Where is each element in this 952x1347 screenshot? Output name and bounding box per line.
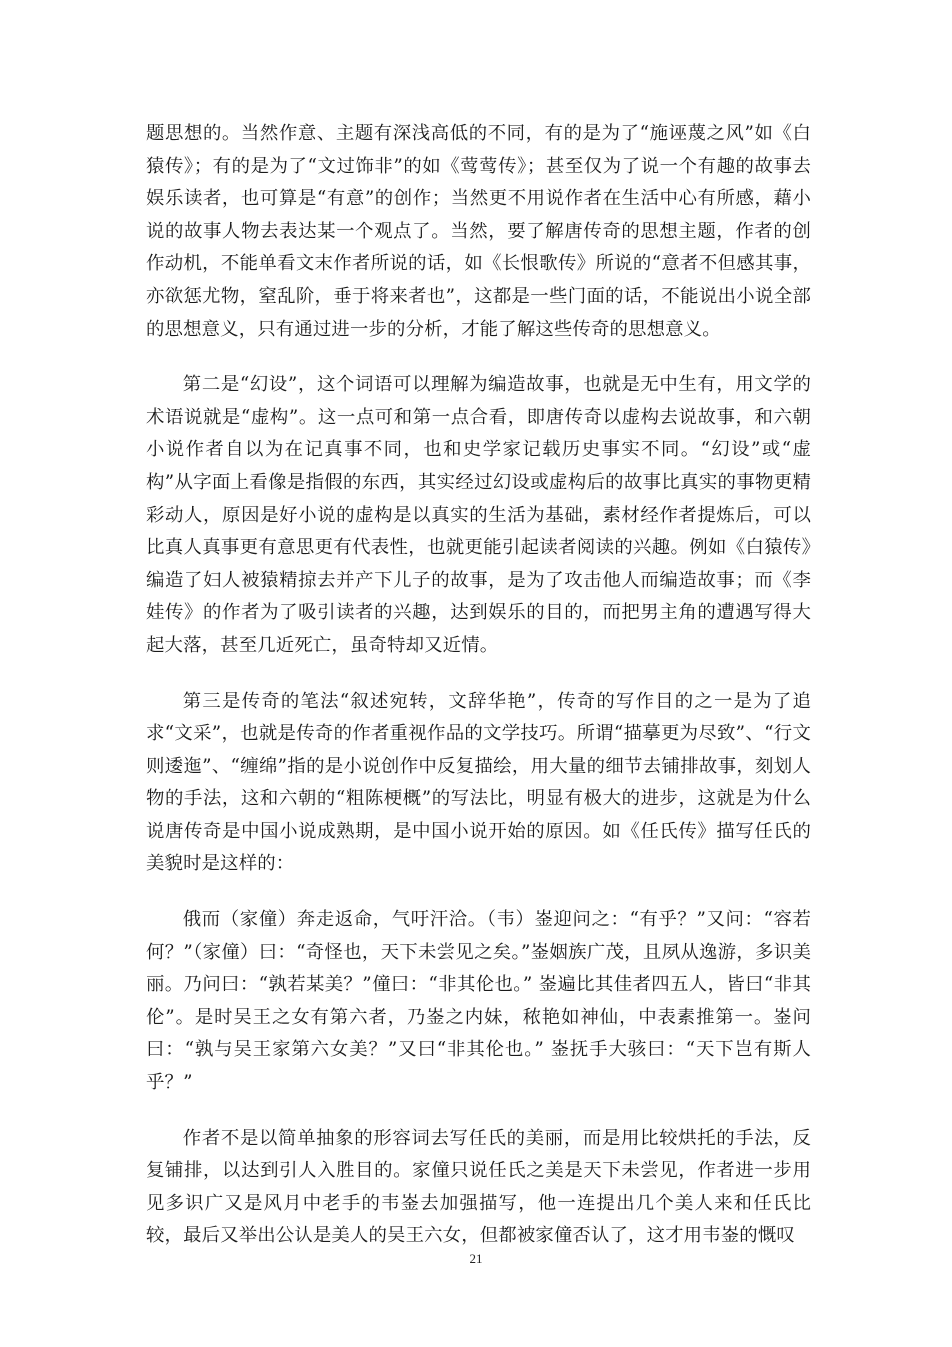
paragraph-1: 题思想的。当然作意、主题有深浅高低的不同，有的是为了“施诬蔑之风”如《白猿传》；有的是为了“文过饰非”的如《莺莺传》；甚至仅为了说一个有趣的故事去娱乐读者，也可算是“有意”的创作；当然更不用说作者在生活中心有所感，藉小说的故事人物去表达某一个观点了。当然，要了解唐传奇的思想主题，作者的创作动机，不能单看文末作者所说的话，如《长恨歌传》所说的“意者不但感其事，亦欲惩尤物，窒乱阶，垂于将来者也”，这都是一些门面的话，不能说出小说全部的思想意义，只有通过进一步的分析，才能了解这些传奇的思想意义。 bbox=[146, 123, 811, 340]
document-body bbox=[146, 118, 811, 1253]
paragraph-5: 作者不是以简单抽象的形容词去写任氏的美丽，而是用比较烘托的手法，反复铺排，以达到引人入胜目的。家僮只说任氏之美是天下未尝见，作者进一步用见多识广又是风月中老手的韦崟去加强描写，他一连提出几个美人来和任氏比较，最后又举出公认是美人的吴王六女，但都被家僮否认了，这才用韦崟的慨叹 bbox=[146, 1127, 811, 1247]
paragraph-3: 第三是传奇的笔法“叙述宛转，文辞华艳”，传奇的写作目的之一是为了追求“文采”，也就是传奇的作者重视作品的文学技巧。所谓“描摹更为尽致”、“行文则逶迤”、“缠绵”指的是小说创作中反复描绘，用大量的细节去铺排故事，刻划人物的手法，这和六朝的“粗陈梗概”的写法比，明显有极大的进步，这就是为什么说唐传奇是中国小说成熟期，是中国小说开始的原因。如《任氏传》描写任氏的美貌时是这样的： bbox=[146, 690, 811, 875]
paragraph-2: 第二是“幻设”，这个词语可以理解为编造故事，也就是无中生有，用文学的术语说就是“虚构”。这一点可和第一点合看，即唐传奇以虚构去说故事，和六朝小说作者自以为在记真事不同，也和史学家记载历史事实不同。“幻设”或“虚构”从字面上看像是指假的东西，其实经过幻设或虚构后的故事比真实的事物更精彩动人，原因是好小说的虚构是以真实的生活为基础，素材经作者提炼后，可以比真人真事更有意思更有代表性，也就更能引起读者阅读的兴趣。例如《白猿传》编造了妇人被猿精掠去并产下儿子的故事，是为了攻击他人而编造故事；而《李娃传》的作者为了吸引读者的兴趣，达到娱乐的目的，而把男主角的遭遇写得大起大落，甚至几近死亡，虽奇特却又近情。 bbox=[146, 374, 811, 656]
page-number: 21 bbox=[469, 1251, 483, 1266]
quotation-paragraph: 俄而（家僮）奔走返命，气吁汗洽。（韦）崟迎问之：“有乎？”又问：“容若何？”（家僮）曰：“奇怪也，天下未尝见之矣。”崟姻族广茂，且夙从逸游，多识美丽。乃问曰：“孰若某美？”僮曰：“非其伦也。” 崟遍比其佳者四五人，皆曰“非其伦”。是时吴王之女有第六者，乃崟之内妹，秾艳如神仙，中表素推第一。崟问曰：“孰与吴王家第六女美？”又曰“非其伦也。” 崟抚手大骇曰：“天下岂有斯人乎？” bbox=[146, 909, 811, 1094]
